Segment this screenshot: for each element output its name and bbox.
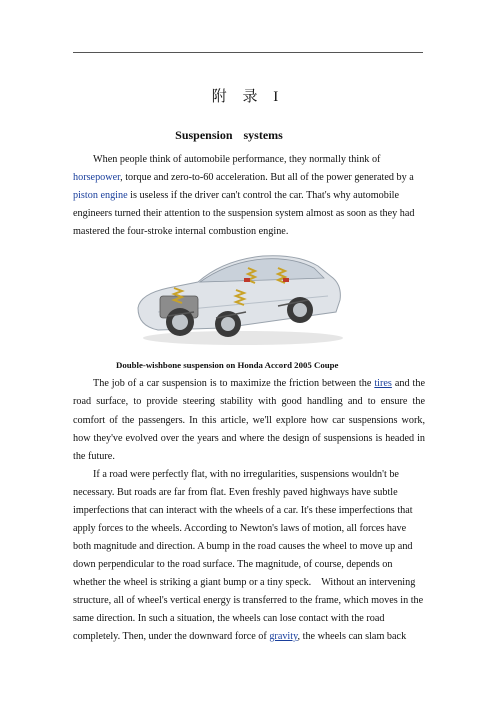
appendix-heading: 附 录 I xyxy=(211,89,285,105)
para3-line3: imperfections that can interact with the wheels of a car. It's these imperfections that xyxy=(73,505,413,516)
para3-line10 xyxy=(73,628,425,646)
figure-caption: Double-wishbone suspension on Honda Accord 2005 Coupe xyxy=(116,360,339,370)
para1-line3 xyxy=(73,187,425,205)
para2-text-start: The job of a car suspension is to maximize the friction between the xyxy=(93,378,375,389)
article-title: Suspension systems xyxy=(175,128,283,142)
para1-line3-text: is useless if the driver can't control the car. That's why automobile xyxy=(127,190,400,201)
para3-line9: same direction. In such a situation, the wheels can lose contact with the road xyxy=(73,613,385,624)
para3-line10-end: , the wheels can slam back xyxy=(297,631,407,642)
para3-line6: down perpendicular to the road surface. The magnitude, of course, depends on xyxy=(73,559,393,570)
para3-line2: necessary. But roads are far from flat. Even freshly paved highways have subtle xyxy=(73,487,398,498)
tires-link[interactable]: tires xyxy=(374,378,392,389)
para1-line4: engineers turned their attention to the suspension system almost as soon as they had xyxy=(73,208,415,219)
horsepower-link[interactable]: horsepower xyxy=(73,172,121,183)
job-paragraph xyxy=(73,375,425,466)
para1-line5: mastered the four-stroke internal combustion engine. xyxy=(73,226,289,237)
para3-line7: whether the wheel is striking a giant bump or a tiny speck. Without an intervening xyxy=(73,577,416,588)
header-rule xyxy=(73,52,423,53)
para2-text-end: and the road surface, to provide steering stability with good handling and to ensure the comfort of the passengers. In this article, we'll explore how car suspensions work, how they've evolved over the years and where the design of suspensions is headed in the future. xyxy=(73,378,425,463)
para3-line8: structure, all of wheel's vertical energy is transferred to the frame, which moves in the xyxy=(73,595,424,606)
para3-line4: apply forces to the wheels. According to Newton's laws of motion, all forces have xyxy=(73,523,407,534)
para1-line2-text: , torque and zero-to-60 acceleration. But all of the power generated by a xyxy=(120,172,414,183)
para1-line1: When people think of automobile performance, they normally think of xyxy=(93,154,381,165)
para1-line2 xyxy=(73,169,425,187)
para3-line10-text: completely. Then, under the downward force of xyxy=(73,631,270,642)
para3-line5: both magnitude and direction. A bump in the road causes the wheel to move up and xyxy=(73,541,413,552)
gravity-link[interactable]: gravity xyxy=(269,631,298,642)
para3-line1: If a road were perfectly flat, with no irregularities, suspensions wouldn't be xyxy=(93,469,399,480)
car-suspension-image xyxy=(128,238,348,346)
piston-engine-link[interactable]: piston engine xyxy=(73,190,128,201)
